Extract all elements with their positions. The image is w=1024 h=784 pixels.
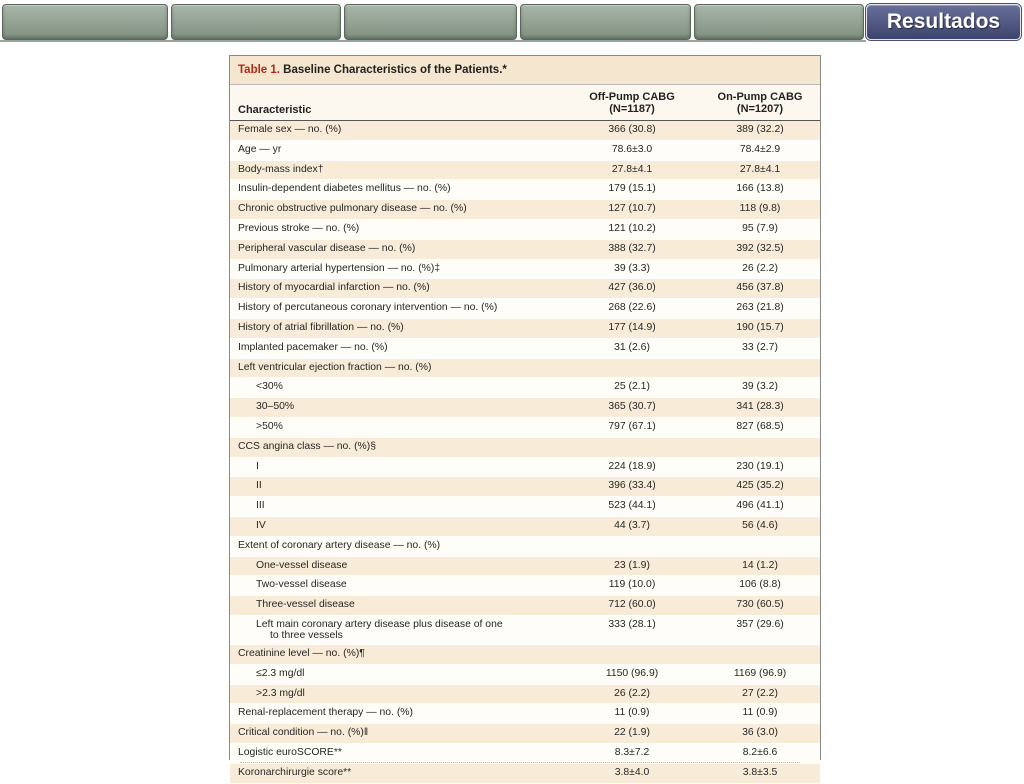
table-row [230,537,820,557]
row-label [238,747,558,758]
cell-on-pump: 230 (19.1) [736,460,784,472]
row-label [238,648,558,659]
row-label-text: >50% [256,420,283,432]
table-caption: Baseline Characteristics of the Patients.* [283,64,507,76]
cell-off-pump: 1150 (96.9) [605,667,659,679]
row-label-text: Implanted pacemaker — no. (%) [238,341,388,353]
table-row [230,220,820,240]
row-label-text: One-vessel disease [256,559,348,571]
row-label-text: ≤2.3 mg/dl [256,667,305,679]
header-off-pump-n: (N=1187) [609,103,655,115]
cell-on-pump: 357 (29.6) [736,618,784,630]
cell-off-pump: 797 (67.1) [608,420,656,432]
table-row [230,279,820,299]
header-characteristic: Characteristic [238,104,312,116]
cell-off-pump: 179 (15.1) [608,183,656,195]
row-label [238,540,558,551]
cell-on-pump: 827 (68.5) [736,420,784,432]
cell-on-pump: 730 (60.5) [736,599,784,611]
table-row [230,497,820,517]
cell-off-pump: 268 (22.6) [608,302,656,314]
cell-off-pump: 523 (44.1) [608,500,656,512]
table-row [230,744,820,764]
cell-on-pump: 263 (21.8) [736,302,784,314]
cell-off-pump: 177 (14.9) [608,321,656,333]
nav-tab-5[interactable] [694,4,864,40]
table-row [230,557,820,577]
cell-on-pump: 27.8±4.1 [739,163,781,175]
row-label-text: Critical condition — no. (%)‖ [238,727,369,739]
cell-on-pump: 8.2±6.6 [742,746,778,758]
cell-off-pump: 127 (10.7) [608,203,656,215]
table-row [230,180,820,200]
cell-on-pump: 341 (28.3) [736,401,784,413]
cell-off-pump: 366 (30.8) [608,124,656,135]
row-label-text: Left main coronary artery disease plus disease of one [256,618,503,630]
row-label-text: Body-mass index† [238,163,324,175]
row-label [238,124,558,135]
cell-on-pump: 166 (13.8) [736,183,784,195]
row-label-text: Age — yr [238,143,282,155]
row-label [238,342,558,353]
nav-tab-resultados-label: Resultados [886,10,1001,33]
table-row [230,645,820,665]
row-label [238,302,558,313]
row-label [256,599,576,610]
row-label-text: Logistic euroSCORE** [238,746,342,758]
cell-off-pump: 427 (36.0) [608,282,656,294]
cell-on-pump: 11 (0.9) [742,707,778,719]
table-row [230,121,820,141]
cell-on-pump: 425 (35.2) [736,480,784,492]
table-row [230,477,820,497]
cell-on-pump: 36 (3.0) [742,727,778,739]
row-label [238,282,558,293]
row-label [256,668,576,679]
row-label-text: Creatinine level — no. (%)¶ [238,647,365,659]
cell-off-pump: 8.3±7.2 [614,746,650,758]
row-label-text: Pulmonary arterial hypertension — no. (%)‡ [238,262,441,274]
cell-off-pump: 25 (2.1) [614,381,650,393]
row-label [256,401,576,412]
table-row [230,685,820,705]
row-label-text: Insulin-dependent diabetes mellitus — no. (%) [238,183,451,195]
baseline-table [229,55,821,778]
cell-off-pump: 11 (0.9) [614,707,650,719]
cell-on-pump: 27 (2.2) [742,687,778,699]
row-label [256,461,576,472]
row-label [238,767,558,778]
footnote-divider [240,762,800,767]
table-row [230,438,820,458]
cell-on-pump: 118 (9.8) [739,203,781,215]
table-row [230,665,820,685]
table-row [230,339,820,359]
row-label [238,441,558,452]
cell-off-pump: 23 (1.9) [614,559,650,571]
row-label [256,619,576,641]
cell-off-pump: 27.8±4.1 [611,163,653,175]
cell-on-pump: 26 (2.2) [742,262,778,274]
table-row [230,576,820,596]
cell-on-pump: 95 (7.9) [742,222,778,234]
row-label-text: 30–50% [256,401,295,413]
row-label-text: Koronarchirurgie score** [238,766,352,778]
cell-on-pump: 389 (32.2) [736,124,784,135]
cell-on-pump: 14 (1.2) [742,559,778,571]
row-label [238,183,558,194]
nav-tab-4[interactable] [520,4,691,40]
row-label-text: Two-vessel disease [256,579,347,591]
row-label [238,223,558,234]
table-body [230,121,820,784]
row-label-text: Peripheral vascular disease — no. (%) [238,242,416,254]
cell-off-pump: 44 (3.7) [614,519,650,531]
row-label [238,322,558,333]
row-label [238,243,558,254]
row-label [256,421,576,432]
row-label-text: Chronic obstructive pulmonary disease — no. (%) [238,203,467,215]
table-header [230,85,820,121]
cell-on-pump: 78.4±2.9 [739,143,781,155]
cell-off-pump: 3.8±4.0 [614,766,650,778]
row-label [256,381,576,392]
table-row [230,161,820,181]
table-row [230,398,820,418]
cell-off-pump: 333 (28.1) [608,618,656,630]
row-label-text: Renal-replacement therapy — no. (%) [238,707,413,719]
row-label [238,263,558,274]
row-label [256,579,576,590]
table-label: Table 1. [238,64,280,76]
cell-on-pump: 39 (3.2) [742,381,778,393]
row-label-text: History of myocardial infarction — no. (%) [238,282,430,294]
cell-off-pump: 365 (30.7) [608,401,656,413]
nav-tab-1[interactable] [2,4,168,40]
cell-off-pump: 39 (3.3) [614,262,650,274]
nav-underline [0,40,866,42]
cell-on-pump: 456 (37.8) [736,282,784,294]
cell-on-pump: 190 (15.7) [736,321,784,333]
table-row [230,260,820,280]
row-label-text: History of percutaneous coronary intervention — no. (%) [238,302,498,314]
cell-on-pump: 1169 (96.9) [733,667,787,679]
row-label [256,500,576,511]
table-row [230,704,820,724]
row-label-text: >2.3 mg/dl [256,687,305,699]
header-on-pump [700,91,820,115]
cell-off-pump: 31 (2.6) [614,341,650,353]
cell-off-pump: 78.6±3.0 [611,143,653,155]
cell-on-pump: 56 (4.6) [742,519,778,531]
cell-on-pump: 496 (41.1) [736,500,784,512]
table-row [230,240,820,260]
row-label [238,203,558,214]
cell-off-pump: 22 (1.9) [614,727,650,739]
row-label-text: <30% [256,381,283,393]
table-row [230,378,820,398]
cell-off-pump: 26 (2.2) [614,687,650,699]
row-label-text: Female sex — no. (%) [238,124,342,135]
table-title [230,56,820,85]
row-label-text: Left ventricular ejection fraction — no. (%) [238,361,432,373]
table-row [230,616,820,645]
row-label-text: IV [256,519,266,531]
row-label [238,727,558,738]
row-label-text: Extent of coronary artery disease — no. (%) [238,539,441,551]
row-label [238,707,558,718]
row-label [238,144,558,155]
row-label [238,362,558,373]
cell-on-pump: 33 (2.7) [742,341,778,353]
table-row [230,458,820,478]
cell-off-pump: 396 (33.4) [608,480,656,492]
cell-on-pump: 3.8±3.5 [742,766,778,778]
row-label-text: I [256,460,259,472]
row-label-text: Previous stroke — no. (%) [238,222,360,234]
table-row [230,141,820,161]
cell-on-pump: 106 (8.8) [739,579,781,591]
nav-tab-resultados[interactable] [866,4,1021,40]
header-on-pump-n: (N=1207) [736,103,784,115]
cell-off-pump: 388 (32.7) [608,242,656,254]
cell-off-pump: 712 (60.0) [608,599,656,611]
table-row [230,596,820,616]
table-row [230,359,820,379]
table-row [230,724,820,744]
cell-off-pump: 121 (10.2) [608,222,656,234]
cell-off-pump: 119 (10.0) [608,579,656,591]
row-label-text: History of atrial fibrillation — no. (%) [238,321,404,333]
row-label [256,520,576,531]
row-label [256,560,576,571]
row-label [238,164,558,175]
header-off-pump [572,91,692,115]
table-row [230,517,820,537]
row-label-text: III [256,500,265,512]
table-row [230,299,820,319]
table-row [230,319,820,339]
row-label-text: Three-vessel disease [256,599,355,611]
cell-off-pump: 224 (18.9) [608,460,656,472]
row-label-text: II [256,480,262,492]
row-label-text: CCS angina class — no. (%)§ [238,440,377,452]
row-label-continuation: to three vessels [270,629,343,641]
row-label [256,480,576,491]
row-label [256,688,576,699]
nav-tab-3[interactable] [344,4,517,40]
table-row [230,418,820,438]
header-on-pump-name: On-Pump CABG [717,91,803,103]
cell-on-pump: 392 (32.5) [736,242,784,254]
nav-tab-2[interactable] [171,4,341,40]
table-row [230,200,820,220]
header-off-pump-name: Off-Pump CABG [589,91,675,103]
